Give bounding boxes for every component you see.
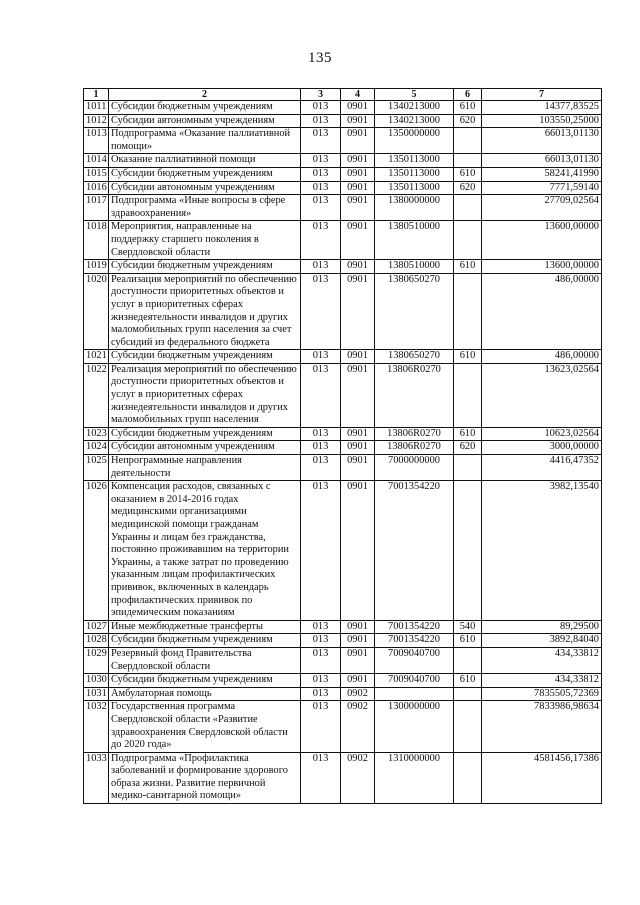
header-col-7: 7 (482, 89, 602, 101)
row-number: 1024 (84, 441, 109, 455)
row-expense-type: 610 (454, 260, 482, 274)
row-name: Компенсация расходов, связанных с оказанием в 2014-2016 годах медицинскими организациями медицинской помощи гражданам Украины и лицам без гражданства, постоянно проживавшим на территории Украины, а также затрат по проведению указанным лицам профилактических прививок, включенных в календарь профилактических прививок по эпидемическим показаниям (109, 481, 301, 621)
row-department-code: 013 (301, 195, 341, 221)
table-row (84, 101, 602, 115)
table-row (84, 701, 602, 752)
row-section-code: 0902 (341, 701, 375, 752)
header-col-2: 2 (109, 89, 301, 101)
row-department-code: 013 (301, 427, 341, 441)
row-department-code: 013 (301, 114, 341, 128)
row-number: 1017 (84, 195, 109, 221)
row-section-code: 0901 (341, 260, 375, 274)
row-target-article: 1380510000 (375, 221, 454, 260)
row-target-article: 1350113000 (375, 181, 454, 195)
row-department-code: 013 (301, 634, 341, 648)
row-department-code: 013 (301, 481, 341, 621)
row-department-code: 013 (301, 363, 341, 427)
row-name: Субсидии бюджетным учреждениям (109, 350, 301, 364)
row-expense-type: 610 (454, 674, 482, 688)
row-expense-type: 610 (454, 350, 482, 364)
row-number: 1028 (84, 634, 109, 648)
row-number: 1030 (84, 674, 109, 688)
row-expense-type (454, 481, 482, 621)
row-expense-type: 620 (454, 181, 482, 195)
row-expense-type: 620 (454, 441, 482, 455)
table-row (84, 427, 602, 441)
row-number: 1014 (84, 154, 109, 168)
row-amount: 434,33812 (482, 674, 602, 688)
row-department-code: 013 (301, 101, 341, 115)
row-expense-type (454, 647, 482, 673)
row-expense-type: 610 (454, 167, 482, 181)
row-name: Реализация мероприятий по обеспечению доступности приоритетных объектов и услуг в приоритетных сферах жизнедеятельности инвалидов и других маломобильных групп населения за счет субсидий из федерального бюджета (109, 273, 301, 350)
row-amount: 58241,41990 (482, 167, 602, 181)
table-row (84, 481, 602, 621)
row-amount: 66013,01130 (482, 128, 602, 154)
table-row (84, 674, 602, 688)
table-row (84, 647, 602, 673)
row-amount: 3892,84040 (482, 634, 602, 648)
row-number: 1011 (84, 101, 109, 115)
row-number: 1026 (84, 481, 109, 621)
row-number: 1015 (84, 167, 109, 181)
row-expense-type: 620 (454, 114, 482, 128)
row-expense-type: 610 (454, 101, 482, 115)
row-target-article: 1380000000 (375, 195, 454, 221)
row-department-code: 013 (301, 647, 341, 673)
row-amount: 14377,83525 (482, 101, 602, 115)
row-name: Государственная программа Свердловской области «Развитие здравоохранения Свердловской области до 2020 года» (109, 701, 301, 752)
table-row (84, 634, 602, 648)
row-target-article: 7000000000 (375, 455, 454, 481)
table-row (84, 273, 602, 350)
row-expense-type: 540 (454, 620, 482, 634)
row-target-article: 7001354220 (375, 620, 454, 634)
row-section-code: 0901 (341, 481, 375, 621)
row-number: 1018 (84, 221, 109, 260)
row-name: Непрограммные направления деятельности (109, 455, 301, 481)
row-department-code: 013 (301, 441, 341, 455)
row-name: Подпрограмма «Профилактика заболеваний и формирование здорового образа жизни. Развитие первичной медико-санитарной помощи» (109, 752, 301, 803)
row-section-code: 0901 (341, 620, 375, 634)
row-target-article: 1380650270 (375, 350, 454, 364)
row-target-article: 1340213000 (375, 101, 454, 115)
row-target-article: 1350000000 (375, 128, 454, 154)
table-row (84, 114, 602, 128)
row-section-code: 0902 (341, 687, 375, 701)
row-amount: 10623,02564 (482, 427, 602, 441)
row-name: Иные межбюджетные трансферты (109, 620, 301, 634)
row-name: Субсидии бюджетным учреждениям (109, 674, 301, 688)
row-amount: 13600,00000 (482, 260, 602, 274)
row-amount: 434,33812 (482, 647, 602, 673)
row-target-article: 13806R0270 (375, 363, 454, 427)
row-department-code: 013 (301, 221, 341, 260)
row-expense-type (454, 752, 482, 803)
row-section-code: 0901 (341, 455, 375, 481)
table-row (84, 350, 602, 364)
row-amount: 13623,02564 (482, 363, 602, 427)
row-section-code: 0901 (341, 114, 375, 128)
row-name: Реализация мероприятий по обеспечению доступности приоритетных объектов и услуг в приоритетных сферах жизнедеятельности инвалидов и других маломобильных групп населения (109, 363, 301, 427)
row-department-code: 013 (301, 620, 341, 634)
row-department-code: 013 (301, 260, 341, 274)
row-amount: 89,29500 (482, 620, 602, 634)
row-section-code: 0901 (341, 647, 375, 673)
row-number: 1020 (84, 273, 109, 350)
row-department-code: 013 (301, 455, 341, 481)
row-amount: 27709,02564 (482, 195, 602, 221)
row-number: 1027 (84, 620, 109, 634)
row-number: 1019 (84, 260, 109, 274)
row-number: 1029 (84, 647, 109, 673)
header-col-6: 6 (454, 89, 482, 101)
row-number: 1016 (84, 181, 109, 195)
table-row (84, 752, 602, 803)
row-expense-type: 610 (454, 634, 482, 648)
row-target-article: 1350113000 (375, 154, 454, 168)
row-department-code: 013 (301, 181, 341, 195)
row-amount: 486,00000 (482, 273, 602, 350)
table-row (84, 687, 602, 701)
row-target-article (375, 687, 454, 701)
row-section-code: 0901 (341, 441, 375, 455)
row-target-article: 1300000000 (375, 701, 454, 752)
row-target-article: 7001354220 (375, 481, 454, 621)
row-amount: 486,00000 (482, 350, 602, 364)
row-target-article: 1380650270 (375, 273, 454, 350)
row-amount: 3982,13540 (482, 481, 602, 621)
row-section-code: 0901 (341, 273, 375, 350)
row-name: Субсидии бюджетным учреждениям (109, 634, 301, 648)
table-row (84, 260, 602, 274)
row-name: Амбулаторная помощь (109, 687, 301, 701)
row-target-article: 13806R0270 (375, 427, 454, 441)
row-name: Субсидии бюджетным учреждениям (109, 427, 301, 441)
table-row (84, 195, 602, 221)
row-amount: 7771,59140 (482, 181, 602, 195)
row-number: 1013 (84, 128, 109, 154)
table-row (84, 363, 602, 427)
table-row (84, 455, 602, 481)
row-name: Субсидии автономным учреждениям (109, 181, 301, 195)
row-expense-type (454, 195, 482, 221)
row-expense-type (454, 154, 482, 168)
row-department-code: 013 (301, 674, 341, 688)
row-section-code: 0901 (341, 363, 375, 427)
row-name: Оказание паллиативной помощи (109, 154, 301, 168)
row-number: 1033 (84, 752, 109, 803)
table-row (84, 167, 602, 181)
row-expense-type (454, 701, 482, 752)
row-amount: 4581456,17386 (482, 752, 602, 803)
row-number: 1025 (84, 455, 109, 481)
row-name: Субсидии автономным учреждениям (109, 441, 301, 455)
row-name: Резервный фонд Правительства Свердловской области (109, 647, 301, 673)
row-section-code: 0901 (341, 128, 375, 154)
row-name: Подпрограмма «Оказание паллиативной помощи» (109, 128, 301, 154)
row-department-code: 013 (301, 687, 341, 701)
row-section-code: 0901 (341, 427, 375, 441)
header-col-1: 1 (84, 89, 109, 101)
row-expense-type (454, 273, 482, 350)
row-amount: 7833986,98634 (482, 701, 602, 752)
row-target-article: 1380510000 (375, 260, 454, 274)
table-body (84, 101, 602, 804)
row-name: Субсидии автономным учреждениям (109, 114, 301, 128)
row-department-code: 013 (301, 128, 341, 154)
row-expense-type (454, 363, 482, 427)
row-number: 1022 (84, 363, 109, 427)
budget-table (83, 88, 602, 804)
row-target-article: 1350113000 (375, 167, 454, 181)
row-amount: 4416,47352 (482, 455, 602, 481)
table-row (84, 620, 602, 634)
row-department-code: 013 (301, 701, 341, 752)
row-department-code: 013 (301, 154, 341, 168)
row-target-article: 13806R0270 (375, 441, 454, 455)
row-section-code: 0901 (341, 181, 375, 195)
row-section-code: 0901 (341, 350, 375, 364)
row-name: Подпрограмма «Иные вопросы в сфере здравоохранения» (109, 195, 301, 221)
row-amount: 66013,01130 (482, 154, 602, 168)
row-department-code: 013 (301, 350, 341, 364)
row-target-article: 1340213000 (375, 114, 454, 128)
table-header-row (84, 89, 602, 101)
table-row (84, 128, 602, 154)
table-row (84, 441, 602, 455)
row-section-code: 0901 (341, 154, 375, 168)
row-section-code: 0902 (341, 752, 375, 803)
row-section-code: 0901 (341, 674, 375, 688)
row-department-code: 013 (301, 752, 341, 803)
row-department-code: 013 (301, 273, 341, 350)
row-number: 1023 (84, 427, 109, 441)
row-section-code: 0901 (341, 195, 375, 221)
table-row (84, 221, 602, 260)
header-col-3: 3 (301, 89, 341, 101)
row-expense-type (454, 455, 482, 481)
row-name: Субсидии бюджетным учреждениям (109, 260, 301, 274)
header-col-5: 5 (375, 89, 454, 101)
row-amount: 13600,00000 (482, 221, 602, 260)
row-number: 1012 (84, 114, 109, 128)
row-section-code: 0901 (341, 101, 375, 115)
row-section-code: 0901 (341, 167, 375, 181)
row-target-article: 7009040700 (375, 647, 454, 673)
row-expense-type (454, 128, 482, 154)
row-amount: 3000,00000 (482, 441, 602, 455)
row-expense-type (454, 221, 482, 260)
row-number: 1021 (84, 350, 109, 364)
row-expense-type: 610 (454, 427, 482, 441)
row-number: 1032 (84, 701, 109, 752)
row-amount: 103550,25000 (482, 114, 602, 128)
table-row (84, 181, 602, 195)
header-col-4: 4 (341, 89, 375, 101)
row-expense-type (454, 687, 482, 701)
row-name: Субсидии бюджетным учреждениям (109, 167, 301, 181)
row-name: Субсидии бюджетным учреждениям (109, 101, 301, 115)
row-number: 1031 (84, 687, 109, 701)
table-row (84, 154, 602, 168)
row-section-code: 0901 (341, 221, 375, 260)
row-target-article: 1310000000 (375, 752, 454, 803)
row-section-code: 0901 (341, 634, 375, 648)
row-amount: 7835505,72369 (482, 687, 602, 701)
row-target-article: 7001354220 (375, 634, 454, 648)
row-name: Мероприятия, направленные на поддержку старшего поколения в Свердловской области (109, 221, 301, 260)
row-target-article: 7009040700 (375, 674, 454, 688)
page-number: 135 (308, 50, 332, 66)
row-department-code: 013 (301, 167, 341, 181)
